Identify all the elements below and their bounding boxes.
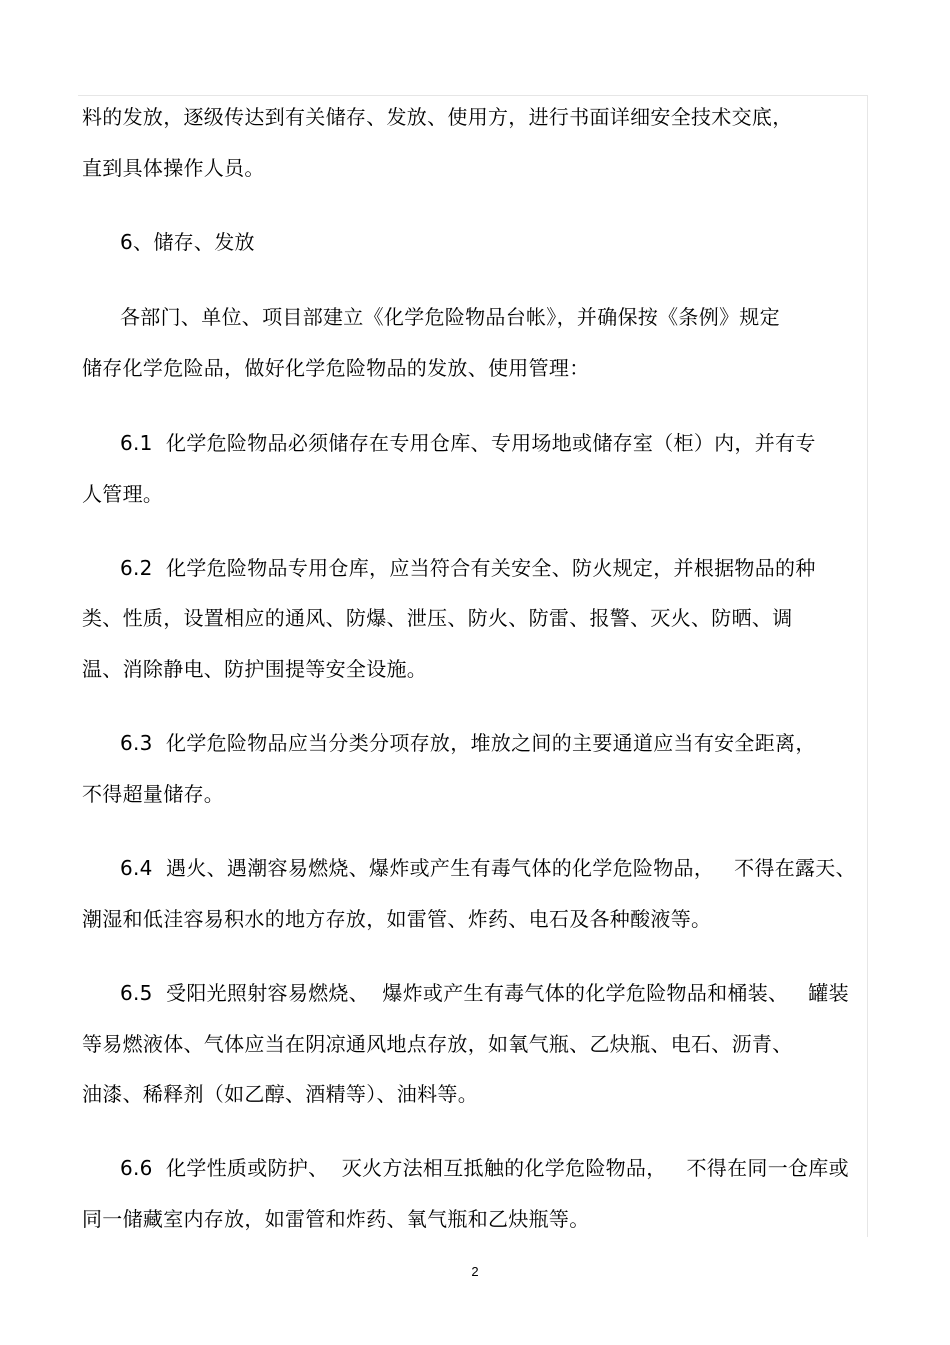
section-heading: 6、储存、发放	[120, 230, 255, 254]
text-line: 类、性质，设置相应的通风、防爆、泄压、防火、防雷、报警、灭火、防晒、调	[82, 606, 793, 630]
text-line: 等易燃液体、气体应当在阴凉通风地点存放，如氧气瓶、乙炔瓶、电石、沥青、	[82, 1032, 793, 1056]
text-line: 6.4 遇火、遇潮容易燃烧、爆炸或产生有毒气体的化学危险物品， 不得在露天、	[120, 856, 856, 880]
text-line: 油漆、稀释剂（如乙醇、酒精等）、油料等。	[82, 1082, 478, 1106]
text-line: 6.5 受阳光照射容易燃烧、 爆炸或产生有毒气体的化学危险物品和桶装、 罐装	[120, 981, 849, 1005]
text-line: 6.1 化学危险物品必须储存在专用仓库、专用场地或储存室（柜）内，并有专	[120, 431, 816, 455]
page-number: 2	[471, 1264, 479, 1279]
text-line: 各部门、单位、项目部建立《化学危险物品台帐》，并确保按《条例》规定	[120, 305, 780, 329]
text-line: 料的发放，逐级传达到有关储存、发放、使用方，进行书面详细安全技术交底，	[82, 105, 793, 129]
text-line: 人管理。	[82, 482, 164, 506]
text-line: 温、消除静电、防护围提等安全设施。	[82, 657, 428, 681]
text-line: 不得超量储存。	[82, 782, 225, 806]
text-line: 储存化学危险品，做好化学危险物品的发放、使用管理：	[82, 356, 590, 380]
text-line: 6.6 化学性质或防护、 灭火方法相互抵触的化学危险物品， 不得在同一仓库或	[120, 1156, 849, 1180]
text-line: 同一储藏室内存放，如雷管和炸药、氧气瓶和乙炔瓶等。	[82, 1207, 590, 1231]
text-line: 潮湿和低洼容易积水的地方存放，如雷管、炸药、电石及各种酸液等。	[82, 907, 712, 931]
text-line: 6.2 化学危险物品专用仓库，应当符合有关安全、防火规定，并根据物品的种	[120, 556, 816, 580]
text-line: 直到具体操作人员。	[82, 156, 265, 180]
text-line: 6.3 化学危险物品应当分类分项存放，堆放之间的主要通道应当有安全距离，	[120, 731, 816, 755]
